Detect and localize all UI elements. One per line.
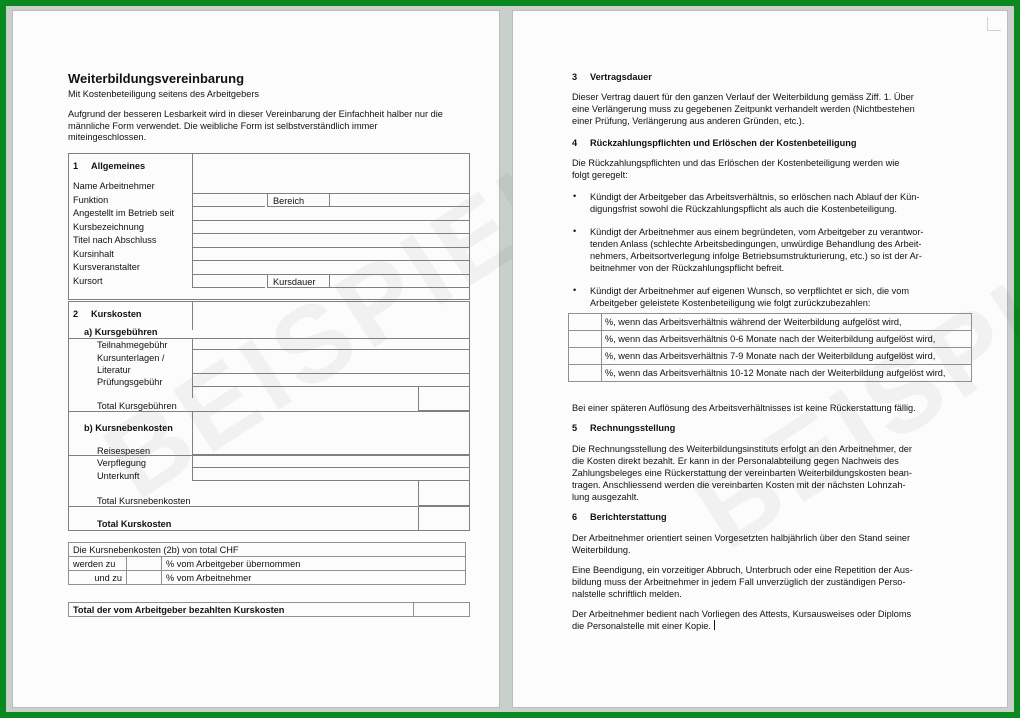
text-line: einer Prüfung, Verlängerung aus anderen Gründen, etc.). xyxy=(572,116,805,126)
text-line: die Kosten direkt bezahlt. Er kann in der Personalabteilung gegen Nachweis des xyxy=(572,456,899,466)
section-6-title: Berichterstattung xyxy=(590,512,667,522)
field-row-function xyxy=(69,194,469,208)
section-3-text xyxy=(572,91,915,127)
section-1-title: Allgemeines xyxy=(91,161,146,171)
page-left xyxy=(12,10,500,708)
text-line: Dieser Vertrag dauert für den ganzen Verlauf der Weiterbildung gemäss Ziff. 1. Über xyxy=(572,92,914,102)
side-cost-label: Reisespesen xyxy=(97,446,151,456)
course-fees-total-input[interactable] xyxy=(418,387,469,411)
function-input[interactable] xyxy=(192,194,265,208)
course-costs-total-input[interactable] xyxy=(418,506,469,530)
repayment-percent-input[interactable] xyxy=(569,314,602,331)
split-row-text: Die Kursnebenkosten (2b) von total CHF xyxy=(69,543,458,557)
text-line: nalstelle schriftlich melden. xyxy=(572,589,682,599)
organizer-input[interactable] xyxy=(192,261,469,275)
repayment-condition: %, wenn das Arbeitsverhältnis 0-6 Monate nach der Weiterbildung aufgelöst wird, xyxy=(602,331,972,348)
repayment-condition: %, wenn das Arbeitsverhältnis während der Weiterbildung aufgelöst wird, xyxy=(602,314,972,331)
accommodation-input[interactable] xyxy=(192,468,469,481)
side-costs-heading: b) Kursnebenkosten xyxy=(84,423,173,433)
materials-fee-input[interactable] xyxy=(192,350,469,374)
field-row-content xyxy=(69,248,469,262)
text-line: Eine Beendigung, ein vorzeitiger Abbruch, Unterbruch oder eine Repetition der Aus- xyxy=(572,565,913,575)
total-paid-input[interactable] xyxy=(414,603,470,617)
table-row xyxy=(569,365,972,382)
text-line: digungsfrist sowohl die Rückzahlungspflicht als auch die Kostenbeteiligung. xyxy=(590,204,897,214)
total-paid-label: Total der vom Arbeitgeber bezahlten Kurskosten xyxy=(69,603,414,617)
field-label: Titel nach Abschluss xyxy=(73,235,157,245)
text-line: Der Arbeitnehmer bedient nach Vorliegen des Attests, Kursausweises oder Diploms xyxy=(572,609,912,619)
split-total-input[interactable] xyxy=(457,543,466,557)
table-row xyxy=(569,331,972,348)
section-5-number: 5 xyxy=(572,423,578,433)
repayment-percent-table xyxy=(568,313,972,382)
repayment-percent-input[interactable] xyxy=(569,365,602,382)
document-subtitle: Mit Kostenbeteiligung seitens des Arbeitgebers xyxy=(68,89,260,99)
split-employee-label: und zu xyxy=(69,571,127,585)
text-line: Die Rückzahlungspflichten und das Erlöschen der Kostenbeteiligung werden wie xyxy=(572,158,900,168)
field-label: Angestellt im Betrieb seit xyxy=(73,208,175,218)
split-employer-text: % vom Arbeitgeber übernommen xyxy=(162,557,466,571)
fee-label: Kursunterlagen / xyxy=(97,353,165,363)
section-3-number: 3 xyxy=(572,72,578,82)
section-2-title: Kurskosten xyxy=(91,309,142,319)
field-row-organizer xyxy=(69,261,469,275)
text-line: Kündigt der Arbeitnehmer aus einem begründeten, vom Arbeitgeber zu verantwor- xyxy=(590,227,924,237)
section-4-title: Rückzahlungspflichten und Erlöschen der Kostenbeteiligung xyxy=(590,138,857,148)
field-row-employed-since xyxy=(69,207,469,221)
section-6-paragraph-1 xyxy=(572,532,910,556)
repayment-percent-input[interactable] xyxy=(569,348,602,365)
text-line: tragen. Anschliessend werden die vereinbarten Kosten mit der nächsten Lohnzah- xyxy=(572,480,906,490)
text-line: Die Rechnungsstellung des Weiterbildungsinstituts erfolgt an den Arbeitnehmer, der xyxy=(572,444,912,454)
duration-input[interactable] xyxy=(329,275,469,289)
text-line xyxy=(572,620,911,632)
document-title: Weiterbildungsvereinbarung xyxy=(68,71,245,86)
section-2-number: 2 xyxy=(73,309,79,319)
exam-fee-input[interactable] xyxy=(192,374,469,387)
text-line: Zahlungsbeleges eine Rückerstattung der vereinbarten Weiterbildungskosten bean- xyxy=(572,468,912,478)
split-employee-text: % vom Arbeitnehmer xyxy=(162,571,466,585)
section-3-title: Vertragsdauer xyxy=(590,72,652,82)
duration-label: Kursdauer xyxy=(273,276,316,287)
meals-input[interactable] xyxy=(192,455,469,468)
page-corner-mark xyxy=(987,17,1001,31)
section-6-paragraph-3 xyxy=(572,608,911,632)
text-line: Kündigt der Arbeitgeber das Arbeitsverhältnis, so erlöschen nach Ablauf der Kün- xyxy=(590,192,920,202)
repayment-condition: %, wenn das Arbeitsverhältnis 10-12 Monate nach der Weiterbildung aufgelöst wird, xyxy=(602,365,972,382)
bullet-employer-termination xyxy=(590,191,919,215)
field-label: Kursbezeichnung xyxy=(73,221,144,232)
side-costs-split-table xyxy=(68,542,466,585)
section-4-intro xyxy=(572,157,899,181)
section-costs-form xyxy=(68,301,470,531)
section-6-number: 6 xyxy=(572,512,578,522)
split-employer-label: werden zu xyxy=(69,557,127,571)
bullet-icon: • xyxy=(573,226,577,236)
text-line: eine Verlängerung muss zu gegebenen Zeitpunkt verhandelt werden (Nichtbestehen xyxy=(572,104,915,114)
fee-label: Literatur xyxy=(97,365,131,375)
participation-fee-input[interactable] xyxy=(192,338,469,350)
field-label: Kursort xyxy=(73,275,103,286)
side-cost-label: Unterkunft xyxy=(97,471,140,481)
name-input[interactable] xyxy=(192,180,469,194)
repayment-condition: %, wenn das Arbeitsverhältnis 7-9 Monate nach der Weiterbildung aufgelöst wird, xyxy=(602,348,972,365)
field-label: Funktion xyxy=(73,194,109,205)
total-paid-table xyxy=(68,602,470,617)
text-line: Arbeitgeber geleistete Kostenbeteiligung wie folgt zurückzubezahlen: xyxy=(590,298,871,308)
text-line: folgt geregelt: xyxy=(572,170,628,180)
table-row xyxy=(569,348,972,365)
course-name-input[interactable] xyxy=(192,221,469,235)
text-line: bildung muss der Arbeitnehmer in jedem Fall unverzüglich der zuständigen Perso- xyxy=(572,577,906,587)
degree-input[interactable] xyxy=(192,234,469,248)
text-line: Der Arbeitnehmer orientiert seinen Vorgesetzten halbjährlich über den Stand seiner xyxy=(572,533,911,543)
text-line: Kündigt der Arbeitnehmer auf eigenen Wunsch, so verpflichtet er sich, die vom xyxy=(590,286,910,296)
text-line: die Personalstelle mit einer Kopie. xyxy=(572,621,711,631)
course-fees-total-label: Total Kursgebühren xyxy=(97,401,177,411)
section-general-form xyxy=(68,153,470,300)
side-costs-total-input[interactable] xyxy=(418,481,469,506)
general-fields xyxy=(69,180,469,288)
side-cost-label: Verpflegung xyxy=(97,458,147,468)
course-costs-total-label: Total Kurskosten xyxy=(97,519,172,529)
bullet-icon: • xyxy=(573,285,577,295)
field-row-degree xyxy=(69,234,469,248)
course-content-input[interactable] xyxy=(192,248,469,262)
section-4-number: 4 xyxy=(572,138,578,148)
field-label: Kursinhalt xyxy=(73,248,114,259)
side-costs-total-label: Total Kursnebenkosten xyxy=(97,496,191,506)
fee-label: Prüfungsgebühr xyxy=(97,377,163,387)
page-right xyxy=(512,10,1008,708)
section-5-text xyxy=(572,443,912,503)
field-row-course-name xyxy=(69,221,469,235)
intro-paragraph: Aufgrund der besseren Lesbarkeit wird in dieser Vereinbarung der Einfachheit halber nur die männliche Form verwendet. Die weibliche Form ist selbstverständlich immer miteingeschlossen. xyxy=(68,109,443,143)
travel-expenses-input[interactable] xyxy=(192,443,469,455)
section-6-paragraph-2 xyxy=(572,564,913,600)
text-line: beitnehmer von der Rückzahlungspflicht befreit. xyxy=(590,263,785,273)
bullet-justified-termination xyxy=(590,226,924,274)
text-cursor xyxy=(714,620,715,630)
area-label: Bereich xyxy=(273,195,305,206)
employed-since-input[interactable] xyxy=(192,207,469,221)
field-label: Name Arbeitnehmer xyxy=(73,181,155,191)
repayment-percent-input[interactable] xyxy=(569,331,602,348)
no-refund-note: Bei einer späteren Auflösung des Arbeitsverhältnisses ist keine Rückerstattung fällig. xyxy=(572,403,916,413)
field-row-name xyxy=(69,180,469,194)
employer-percent-input[interactable] xyxy=(127,557,162,571)
bullet-icon: • xyxy=(573,191,577,201)
employee-percent-input[interactable] xyxy=(127,571,162,585)
section-1-number: 1 xyxy=(73,161,79,171)
field-label: Kursveranstalter xyxy=(73,262,140,272)
text-line: lung ausgezahlt. xyxy=(572,492,639,502)
fee-label: Teilnahmegebühr xyxy=(97,340,168,350)
field-row-location xyxy=(69,275,469,289)
area-value-input[interactable] xyxy=(329,194,469,208)
section-5-title: Rechnungsstellung xyxy=(590,423,676,433)
text-line: tenden Anlass (schlechte Arbeitsbedingungen, unwürdige Behandlung des Arbeit- xyxy=(590,239,922,249)
table-row xyxy=(569,314,972,331)
text-line: nehmers, Arbeitsortverlegung infolge Betriebsumstrukturierung, etc.) so ist der Ar- xyxy=(590,251,922,261)
course-fees-heading: a) Kursgebühren xyxy=(84,327,158,337)
bullet-own-request xyxy=(590,285,909,309)
location-input[interactable] xyxy=(192,275,265,289)
text-line: Weiterbildung. xyxy=(572,545,631,555)
